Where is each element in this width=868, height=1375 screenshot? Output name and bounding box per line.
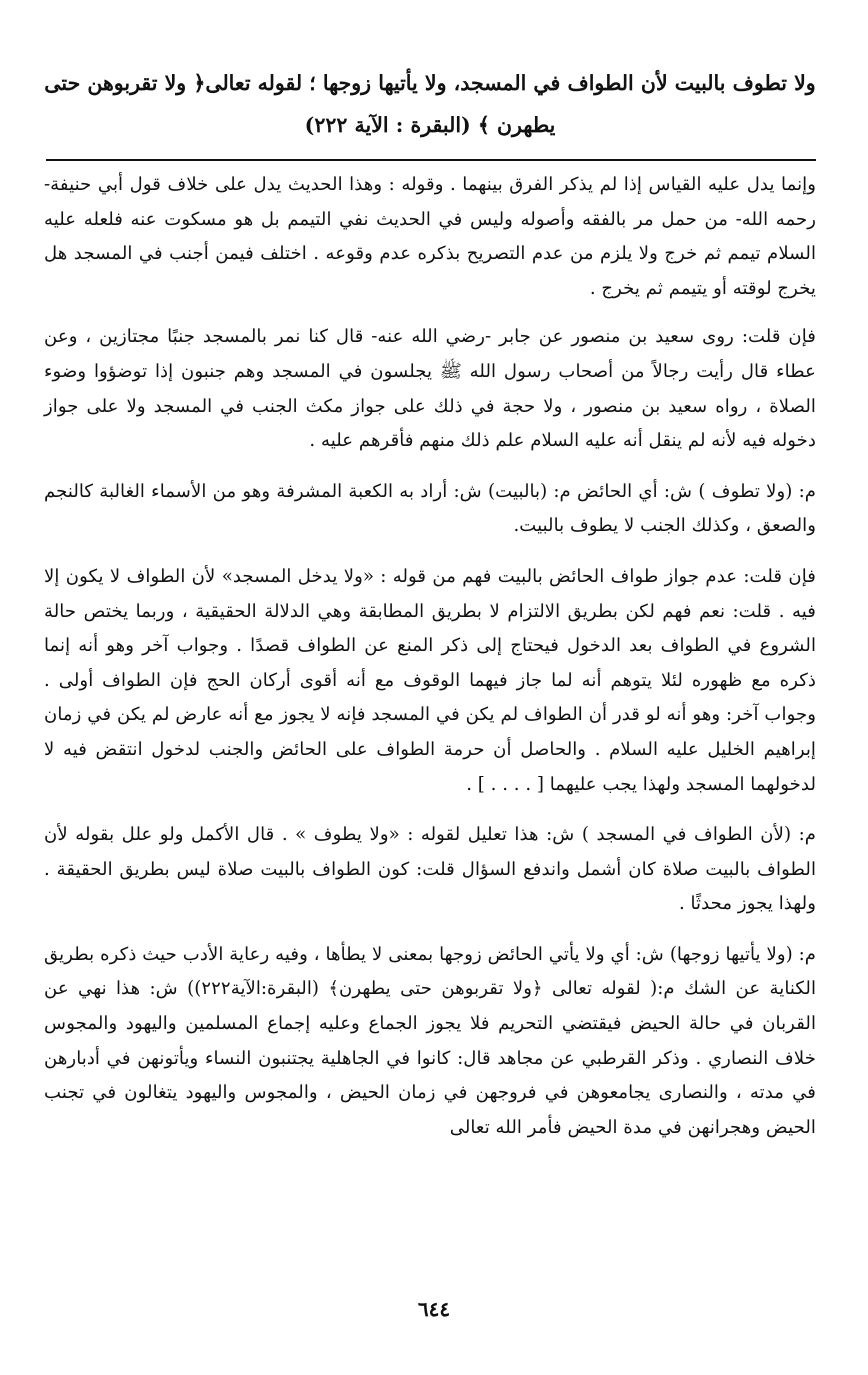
page-number: ٦٤٤ (417, 1297, 451, 1321)
paragraph-4: فإن قلت: عدم جواز طواف الحائض بالبيت فهم من قوله : «ولا يدخل المسجد» لأن الطواف لا يكون إلا فيه . قلت: نعم فهم لكن بطريق الالتزام لا بطريق المطابقة وهي الدلالة الحقيقية ، وربما يختص حالة الشروع في الطواف بعد الدخول فيحتاج إلى ذكر المنع عن الطواف قصدًا . وجواب آخر وهو أنه إنما ذكره مع ظهوره لئلا يتوهم أنه لما جاز فيهما الوقوف مع أنه أقوى أركان الحج فإن الطواف أولى . وجواب آخر: وهو أنه لو قدر أن الطواف لم يكن في المسجد فإنه لا يجوز مع أنه عارض لم يكن في زمان إبراهيم الخليل عليه السلام . والحاصل أن حرمة الطواف على الحائض والجنب لدخول انتقض فيه لا لدخولهما المسجد ولهذا يجب عليهما [ . . . . ] . (44, 565, 816, 795)
header-line-2: يطهرن ﴾ (البقرة : الآية ٢٢٢) (304, 113, 556, 137)
page-header (44, 62, 816, 146)
header-line-1: ولا تطوف بالبيت لأن الطواف في المسجد، ولا يأتيها زوجها ؛ لقوله تعالى﴿ ولا تقربوهن حتى (44, 71, 816, 95)
paragraph-3: م: (ولا تطوف ) ش: أي الحائض م: (بالبيت) ش: أراد به الكعبة المشرفة وهو من الأسماء الغالبة كالنجم والصعق ، وكذلك الجنب لا يطوف بالبيت. (44, 480, 816, 537)
page-body (44, 168, 816, 1161)
paragraph-6: م: (ولا يأتيها زوجها) ش: أي ولا يأتي الحائض زوجها بمعنى لا يطأها ، وفيه رعاية الأدب حيث ذكره بطريق الكناية عن الشك م:( لقوله تعالى ﴿ولا تقربوهن حتى يطهرن﴾ (البقرة:الآية٢٢٢)) ش: هذا نهي عن القربان في حالة الحيض فيقتضي التحريم فلا يجوز الجماع وعليه إجماع المسلمين واليهود والمجوس خلاف النصاري . وذكر القرطبي عن مجاهد قال: كانوا في الجاهلية يجتنبون النساء ويأتونهن في أدبارهن في مدته ، والنصارى يجامعوهن في فروجهن في زمان الحيض ، والمجوس واليهود يتغالون في تجنب الحيض وهجرانهن في مدة الحيض فأمر الله تعالى (44, 943, 817, 1138)
paragraph-2: فإن قلت: روى سعيد بن منصور عن جابر -رضي الله عنه- قال كنا نمر بالمسجد جنبًا مجتازين ، وعن عطاء قال رأيت رجالاً من أصحاب رسول الله ﷺ يجلسون في المسجد وهم جنبون إذا توضؤوا وضوء الصلاة ، رواه سعيد بن منصور ، ولا حجة في ذلك على جواز مكث الجنب في المسجد ولا على جواز دخوله فيه لأنه لم ينقل أنه عليه السلام علم ذلك منهم فأقرهم عليه . (44, 326, 816, 452)
paragraph-5: م: (لأن الطواف في المسجد ) ش: هذا تعليل لقوله : «ولا يطوف » . قال الأكمل ولو علل بقوله لأن الطواف بالبيت صلاة كان أشمل واندفع السؤال قلت: كون الطواف بالبيت صلاة ليس بطريق الحقيقة . ولهذا يجوز محدثًا . (44, 824, 816, 915)
header-divider (46, 159, 816, 161)
paragraph-1: وإنما يدل عليه القياس إذا لم يذكر الفرق بينهما . وقوله : وهذا الحديث يدل على خلاف قول أبي حنيفة-رحمه الله- من حمل مر بالفقه وأصوله وليس في الحديث نفي التيمم بل هو مسكوت عنه فلعله عليه السلام تيمم ثم خرج ولا يلزم من عدم التصريح بذكره عدم وقوعه . اختلف فيمن أجنب في المسجد هل يخرج لوقته أو يتيمم ثم يخرج . (44, 174, 816, 299)
